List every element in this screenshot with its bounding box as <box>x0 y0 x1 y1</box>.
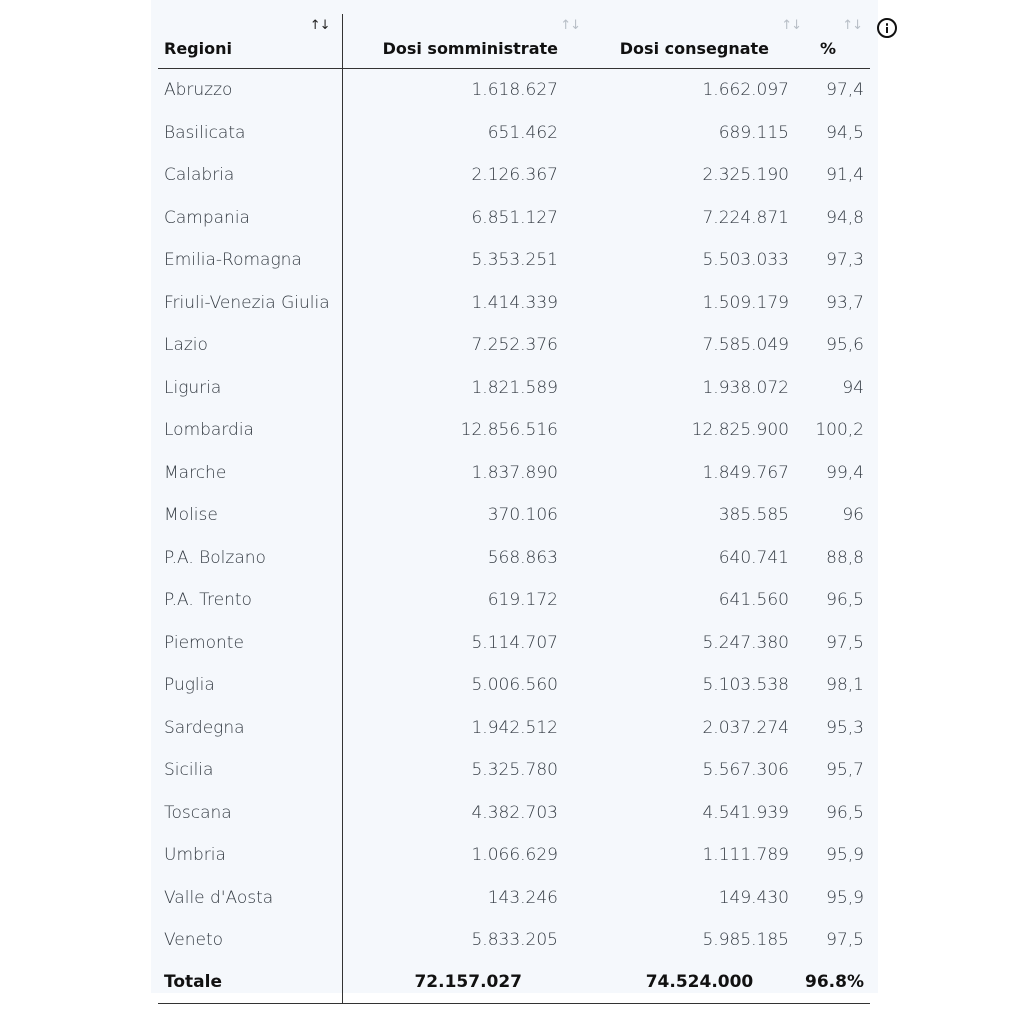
percent-cell: 95,3 <box>826 717 864 738</box>
administered-cell: 5.833.205 <box>471 930 558 951</box>
table-row <box>158 324 870 367</box>
administered-cell: 4.382.703 <box>471 802 558 823</box>
percent-cell: 96,5 <box>826 802 864 823</box>
total-label: Totale <box>158 962 342 1004</box>
region-cell: Campania <box>158 197 342 240</box>
vaccine-doses-table <box>158 14 870 1004</box>
delivered-cell: 1.509.179 <box>702 292 789 313</box>
table-row <box>158 452 870 495</box>
administered-cell: 370.106 <box>487 505 558 526</box>
region-cell: Friuli-Venezia Giulia <box>158 282 342 325</box>
percent-cell: 95,9 <box>826 845 864 866</box>
delivered-cell: 12.825.900 <box>691 420 789 441</box>
region-cell: Puglia <box>158 664 342 707</box>
total-administered: 72.157.027 <box>342 962 594 1004</box>
delivered-cell: 640.741 <box>718 547 789 568</box>
percent-cell: 95,7 <box>826 760 864 781</box>
table-row <box>158 367 870 410</box>
sort-arrows-icon[interactable]: ↑↓ <box>560 18 580 33</box>
region-cell: Abruzzo <box>158 69 342 112</box>
region-cell: Piemonte <box>158 622 342 665</box>
region-cell: Lazio <box>158 324 342 367</box>
administered-cell: 619.172 <box>487 590 558 611</box>
percent-cell: 96 <box>842 505 864 526</box>
administered-cell: 651.462 <box>487 122 558 143</box>
percent-cell: 93,7 <box>826 292 864 313</box>
table-row <box>158 877 870 920</box>
region-cell: Marche <box>158 452 342 495</box>
region-cell: P.A. Trento <box>158 579 342 622</box>
delivered-cell: 1.938.072 <box>702 377 789 398</box>
table-row <box>158 197 870 240</box>
info-icon[interactable] <box>877 18 897 38</box>
percent-cell: 94,8 <box>826 207 864 228</box>
total-row <box>158 962 870 1004</box>
region-cell: Veneto <box>158 919 342 962</box>
administered-cell: 1.066.629 <box>471 845 558 866</box>
percent-cell: 100,2 <box>815 420 864 441</box>
percent-cell: 99,4 <box>826 462 864 483</box>
delivered-cell: 1.662.097 <box>702 80 789 101</box>
delivered-cell: 1.849.767 <box>702 462 789 483</box>
percent-cell: 91,4 <box>826 165 864 186</box>
column-header-administered[interactable] <box>342 14 594 69</box>
sort-arrows-icon[interactable]: ↑↓ <box>842 18 862 33</box>
administered-cell: 1.414.339 <box>471 292 558 313</box>
delivered-cell: 1.111.789 <box>702 845 789 866</box>
delivered-cell: 7.585.049 <box>702 335 789 356</box>
delivered-cell: 5.567.306 <box>702 760 789 781</box>
percent-cell: 97,5 <box>826 930 864 951</box>
delivered-cell: 2.325.190 <box>702 165 789 186</box>
region-cell: P.A. Bolzano <box>158 537 342 580</box>
sort-arrows-icon[interactable]: ↑↓ <box>781 18 801 33</box>
percent-cell: 94 <box>842 377 864 398</box>
delivered-cell: 4.541.939 <box>702 802 789 823</box>
delivered-cell: 5.985.185 <box>702 930 789 951</box>
percent-cell: 97,3 <box>826 250 864 271</box>
percent-cell: 97,5 <box>826 632 864 653</box>
column-header-delivered[interactable] <box>594 14 805 69</box>
table-header-row <box>158 14 870 69</box>
delivered-cell: 385.585 <box>718 505 789 526</box>
column-header-region[interactable] <box>158 14 342 69</box>
sort-arrows-icon[interactable]: ↑↓ <box>309 18 330 33</box>
administered-cell: 7.252.376 <box>471 335 558 356</box>
delivered-cell: 689.115 <box>718 122 789 143</box>
percent-cell: 88,8 <box>826 547 864 568</box>
table-row <box>158 494 870 537</box>
administered-cell: 5.353.251 <box>471 250 558 271</box>
table-row <box>158 282 870 325</box>
table-row <box>158 622 870 665</box>
region-cell: Toscana <box>158 792 342 835</box>
delivered-cell: 5.247.380 <box>702 632 789 653</box>
table-row <box>158 69 870 112</box>
administered-cell: 1.821.589 <box>471 377 558 398</box>
column-header-label: Dosi somministrate <box>382 39 558 58</box>
table-row <box>158 579 870 622</box>
region-cell: Sicilia <box>158 749 342 792</box>
delivered-cell: 641.560 <box>718 590 789 611</box>
total-percent: 96.8% <box>805 962 870 1004</box>
table-row <box>158 919 870 962</box>
region-cell: Calabria <box>158 154 342 197</box>
table-body <box>158 69 870 1004</box>
column-header-label: % <box>820 39 837 58</box>
administered-cell: 568.863 <box>487 547 558 568</box>
column-header-label: Dosi consegnate <box>619 39 769 58</box>
administered-cell: 5.325.780 <box>471 760 558 781</box>
delivered-cell: 7.224.871 <box>702 207 789 228</box>
administered-cell: 143.246 <box>487 887 558 908</box>
region-cell: Sardegna <box>158 707 342 750</box>
administered-cell: 6.851.127 <box>471 207 558 228</box>
region-cell: Basilicata <box>158 112 342 155</box>
percent-cell: 95,6 <box>826 335 864 356</box>
administered-cell: 5.006.560 <box>471 675 558 696</box>
administered-cell: 1.618.627 <box>471 80 558 101</box>
administered-cell: 2.126.367 <box>471 165 558 186</box>
delivered-cell: 2.037.274 <box>702 717 789 738</box>
total-delivered: 74.524.000 <box>594 962 805 1004</box>
table-row <box>158 112 870 155</box>
region-cell: Molise <box>158 494 342 537</box>
administered-cell: 1.837.890 <box>471 462 558 483</box>
table-row <box>158 834 870 877</box>
region-cell: Emilia-Romagna <box>158 239 342 282</box>
table-row <box>158 792 870 835</box>
table-row <box>158 409 870 452</box>
percent-cell: 94,5 <box>826 122 864 143</box>
percent-cell: 97,4 <box>826 80 864 101</box>
region-cell: Lombardia <box>158 409 342 452</box>
column-header-label: Regioni <box>164 39 232 58</box>
table-row <box>158 537 870 580</box>
administered-cell: 1.942.512 <box>471 717 558 738</box>
percent-cell: 98,1 <box>826 675 864 696</box>
percent-cell: 95,9 <box>826 887 864 908</box>
percent-cell: 96,5 <box>826 590 864 611</box>
region-cell: Valle d'Aosta <box>158 877 342 920</box>
delivered-cell: 5.503.033 <box>702 250 789 271</box>
table-row <box>158 239 870 282</box>
table-row <box>158 664 870 707</box>
administered-cell: 12.856.516 <box>460 420 558 441</box>
delivered-cell: 149.430 <box>718 887 789 908</box>
region-cell: Umbria <box>158 834 342 877</box>
administered-cell: 5.114.707 <box>471 632 558 653</box>
table-row <box>158 749 870 792</box>
delivered-cell: 5.103.538 <box>702 675 789 696</box>
table-row <box>158 154 870 197</box>
table-row <box>158 707 870 750</box>
column-header-percent[interactable] <box>805 14 870 69</box>
region-cell: Liguria <box>158 367 342 410</box>
